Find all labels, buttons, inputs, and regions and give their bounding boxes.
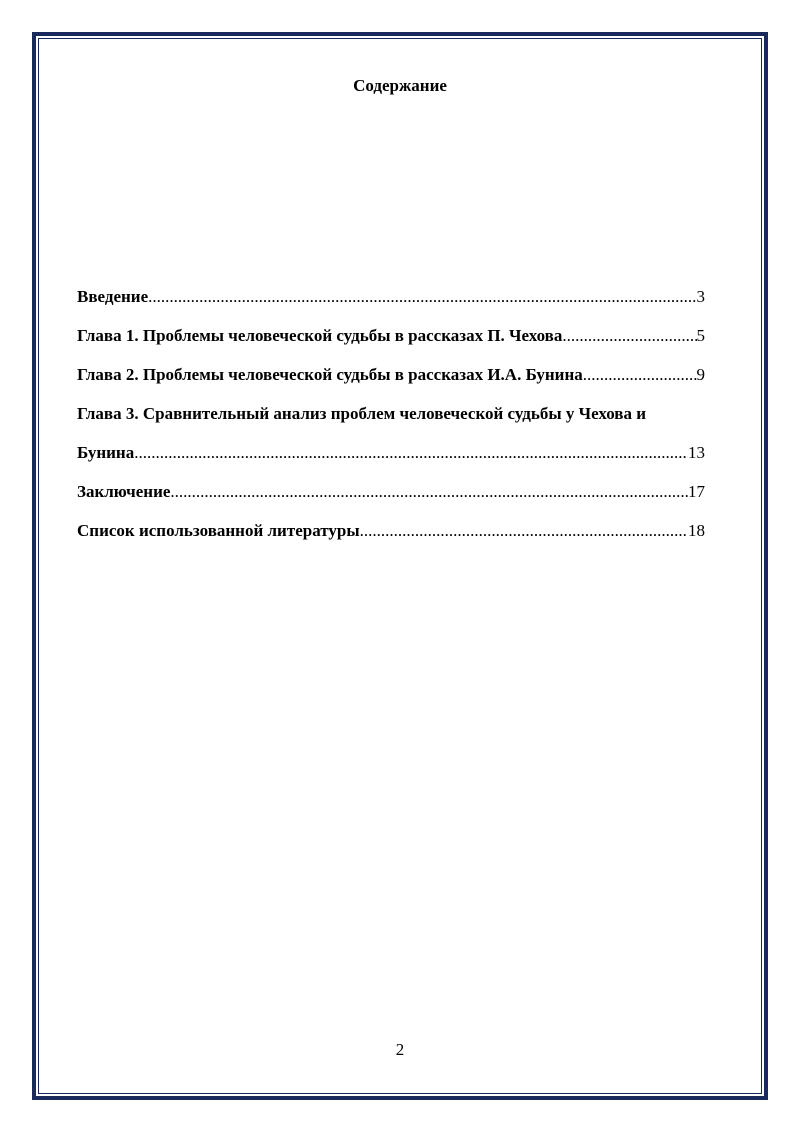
toc-leader-dots (562, 323, 696, 349)
toc-entry-label-line1: Глава 3. Сравнительный анализ проблем человеческой судьбы у Чехова и (77, 404, 647, 423)
toc-entry-page: 17 (688, 482, 705, 501)
toc-leader-dots (170, 479, 688, 505)
toc-entry-page: 3 (696, 287, 705, 306)
page-number: 2 (395, 1040, 405, 1059)
toc-entry-label: Глава 2. Проблемы человеческой судьбы в рассказах И.А. Бунина (77, 365, 583, 384)
toc-entry-label: Заключение (77, 482, 171, 501)
toc-entry-label-line2: Бунина (77, 443, 135, 462)
toc-title: Содержание (353, 76, 447, 95)
toc-entry-chapter-1[interactable] (77, 323, 705, 349)
toc-entry-label: Введение (77, 287, 149, 306)
toc-entry-page: 9 (696, 365, 705, 384)
toc-entry-chapter-3[interactable] (77, 401, 705, 466)
table-of-contents (77, 284, 705, 557)
toc-entry-page: 18 (688, 521, 705, 540)
page-frame-inner (38, 38, 762, 1094)
toc-leader-dots (583, 362, 697, 388)
toc-leader-dots (360, 518, 688, 544)
toc-entry-introduction[interactable] (77, 284, 705, 310)
toc-leader-dots (134, 440, 688, 466)
toc-entry-references[interactable] (77, 518, 705, 544)
toc-entry-label: Список использованной литературы (77, 521, 360, 540)
toc-entry-conclusion[interactable] (77, 479, 705, 505)
toc-entry-page: 13 (688, 443, 705, 462)
toc-leader-dots (148, 284, 696, 310)
toc-entry-label: Глава 1. Проблемы человеческой судьбы в рассказах П. Чехова (77, 326, 563, 345)
toc-entry-chapter-2[interactable] (77, 362, 705, 388)
toc-entry-page: 5 (696, 326, 705, 345)
